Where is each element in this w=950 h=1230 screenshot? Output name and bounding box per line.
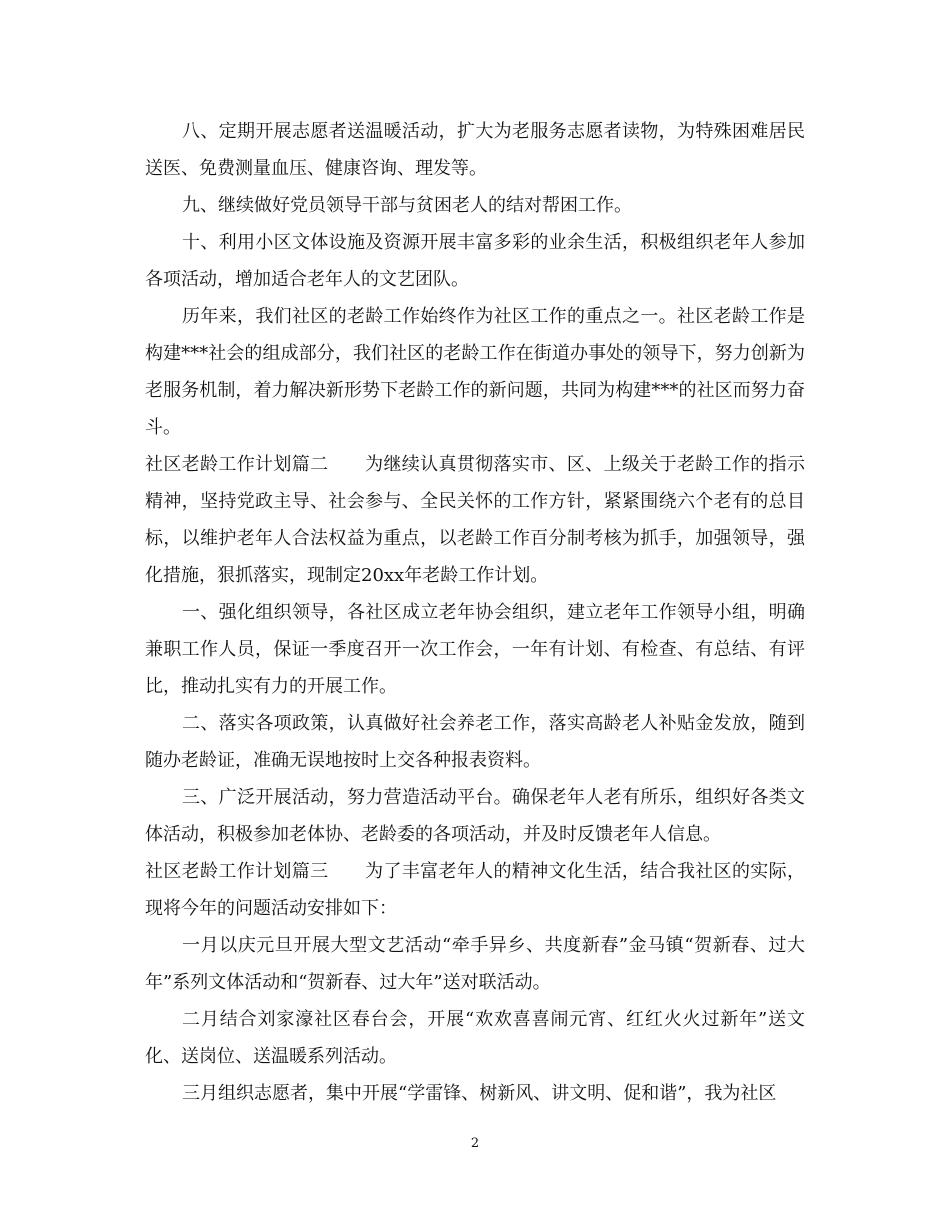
- paragraph-8: 三、广泛开展活动，努力营造活动平台。确保老年人老有所乐，组织好各类文体活动，积极参加老体协、老龄委的各项活动，并及时反馈老年人信息。: [145, 787, 805, 845]
- section-heading-paragraph-3: 社区老龄工作计划篇三 为了丰富老年人的精神文化生活，结合我社区的实际，现将今年的问题活动安排如下：: [145, 861, 805, 919]
- paragraph-6: 一、强化组织领导，各社区成立老年协会组织，建立老年工作领导小组，明确兼职工作人员，保证一季度召开一次工作会，一年有计划、有检查、有总结、有评比，推动扎实有力的开展工作。: [145, 602, 805, 697]
- paragraph-10: 一月以庆元旦开展大型文艺活动“牵手异乡、共度新春”金马镇“贺新春、过大年”系列文体活动和“贺新春、过大年”送对联活动。: [145, 935, 805, 993]
- paragraph-4: 历年来，我们社区的老龄工作始终作为社区工作的重点之一。社区老龄工作是构建***社会的组成部分，我们社区的老龄工作在街道办事处的领导下，努力创新为老服务机制，着力解决新形势下老龄工作的新问题，共同为构建***的社区而努力奋斗。: [145, 306, 805, 438]
- paragraph-11: 二月结合刘家濠社区春台会，开展“欢欢喜喜闹元宵、红红火火过新年”送文化、送岗位、送温暖系列活动。: [145, 1009, 805, 1067]
- paragraph-1: 八、定期开展志愿者送温暖活动，扩大为老服务志愿者读物，为特殊困难居民送医、免费测量血压、健康咨询、理发等。: [145, 121, 805, 179]
- paragraph-2: 九、继续做好党员领导干部与贫困老人的结对帮困工作。: [182, 195, 632, 216]
- page-number: 2: [470, 1136, 480, 1151]
- paragraph-12: 三月组织志愿者，集中开展“学雷锋、树新风、讲文明、促和谐”，我为社区: [182, 1083, 777, 1104]
- section-heading-paragraph-2: 社区老龄工作计划篇二 为继续认真贯彻落实市、区、上级关于老龄工作的指示精神，坚持党政主导、社会参与、全民关怀的工作方针，紧紧围绕六个老有的总目标，以维护老年人合法权益为重点，以老龄工作百分制考核为抓手，加强领导，强化措施，狠抓落实，现制定20xx年老龄工作计划。: [145, 454, 805, 586]
- paragraph-3: 十、利用小区文体设施及资源开展丰富多彩的业余生活，积极组织老年人参加各项活动，增加适合老年人的文艺团队。: [145, 232, 805, 290]
- document-body: [145, 113, 805, 1112]
- paragraph-7: 二、落实各项政策，认真做好社会养老工作，落实高龄老人补贴金发放，随到随办老龄证，准确无误地按时上交各种报表资料。: [145, 713, 805, 771]
